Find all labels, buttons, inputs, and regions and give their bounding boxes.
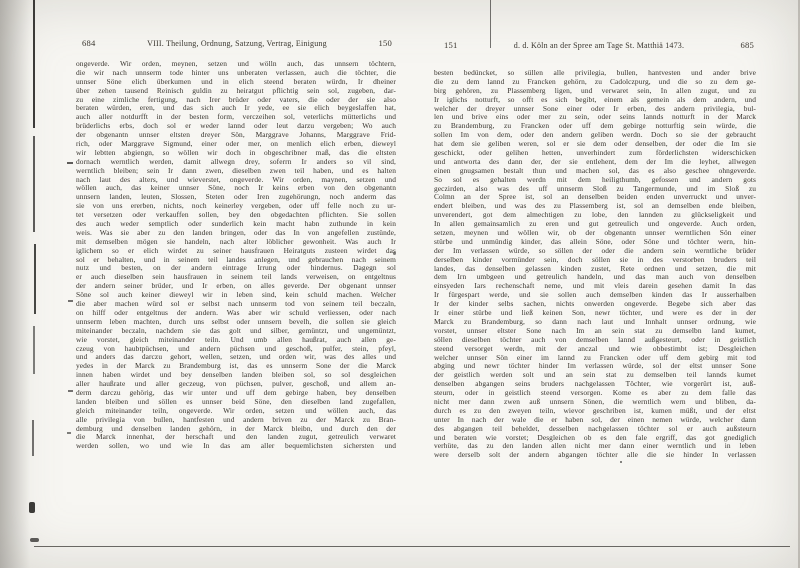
text-line: auch aller notdurfft in der besten form, verczeihen sol, veterlichs mütterlichs und	[76, 113, 396, 122]
text-line: yedes in der Marck zu Brandemburg ist, das es unnserm Sone der die Marck	[76, 362, 396, 371]
right-page-number: 685	[740, 40, 754, 50]
right-chapter-title: d. d. Köln an der Spree am Tage St. Matthiä 1473.	[513, 41, 685, 50]
text-line: der obgenantn unnser eltsten dreyer Sön, Marggrave Johanns, Marggrave Frid-	[76, 131, 396, 140]
text-line: beraten würden, eren, und das sich auch Ir yede, ee sie elich beygeslaffen hat,	[76, 104, 396, 113]
text-line: dem Irn umbgeen und getreulich handeln, und das man auch von denselben	[434, 273, 756, 282]
text-line: über zehen tausend Reinisch guldin zu heiratgut pflichtig sein sol, zugeben, dar-	[76, 86, 396, 95]
text-line: und antworta des dann der, der sie entlehent, dem der Im die leyhet, allwegen	[434, 157, 756, 166]
text-line: innen haben wirdet und bey denselben landen bleiben sol, so sol desgleichen	[76, 371, 396, 380]
text-line: landes, das denselben gelassen kinden zustet, Rete ordnen und setzen, die mit	[434, 264, 756, 273]
spine-line-segment	[32, 420, 34, 456]
right-page-header	[444, 40, 754, 50]
left-edge-shadow	[0, 0, 30, 568]
margin-mark	[67, 162, 73, 164]
left-page-number: 684	[82, 38, 96, 48]
text-line: geschickt, oder gelihen hetten, unverhindert zum förderlichsten widerschicken	[434, 149, 756, 158]
left-chapter-title: VIII. Theilung, Ordnung, Satzung, Vertrag, Einigung	[147, 39, 327, 48]
text-line: Ir fürgespart werde, und sie sollen auch demselben kinden das Ir ausserhalben	[434, 291, 756, 300]
text-line: wir lebtten abgiengn, so wöllen wir doch in obgeschribner maß, das die eltsten	[76, 148, 396, 157]
text-line: unter In nach der wale die er haben sol, der einen nemen würde, welcher dann	[434, 415, 756, 424]
text-line: were derselb solt der andern abgangen töchter alle die sie hinder In verlassen	[434, 451, 756, 460]
text-line: sollen Im von dem, oder den andern geliben werdn. Doch so sie der gebraucht	[434, 131, 756, 140]
spine-line-segment	[34, 244, 36, 314]
text-line: birg gehören, zu Plassemberg ligen, und verwaret sein, In allen zugut, und zu	[434, 86, 756, 95]
text-line: abging und newr töchter hinder Im verlassen würde, sol der eltst unnser Sone	[434, 362, 756, 371]
text-line: mit demselben mögen sie handeln, nach alter löblicher gewonheit. Was auch Ir	[76, 237, 396, 246]
text-line: tet versetzen oder verkauffen sollen, bey den obgedachten pflichten. Sie sollen	[76, 211, 396, 220]
text-line: czeug von haubtpüchsen, und andern püchsen und geschoß, pulfer, stein, pfeyl,	[76, 344, 396, 353]
text-line: der geistlich werden solt und an sein stat zu demselben teil lannds kumet	[434, 371, 756, 380]
text-line: unnserm leben machten, durch uns selbst oder unnsern bevelh, die sollen sie gleich	[76, 317, 396, 326]
text-line: wöllen auch, das keiner unnser Söne, noch Ir keins erben von den obgenantn	[76, 184, 396, 193]
text-line: alle privilegia von bullen, hantfesten und andern briven zu der Marck zu Bran-	[76, 415, 396, 424]
text-line: iglichem so er elich wirdet zu seiner hausfrauen Heiratguts zusteen wirdet das	[76, 246, 396, 255]
text-line: zu Brandemburg, zu Francken oder uff dem gebirge notturftig sein würde, die	[434, 122, 756, 131]
text-line: werntlich bleiben; sein Ir dann zwen, dieselben zwen teil haben, und es halten	[76, 166, 396, 175]
text-line: zu eine zimliche fertigung, nach Irer brüder oder vaters, die oder der sie also	[76, 95, 396, 104]
ink-blob	[29, 502, 35, 513]
text-line: sol er behalten, und in seinem teil landes anlegen, und gebrauchen nach seinem	[76, 255, 396, 264]
scan-bottom-line	[34, 546, 790, 547]
text-line: der andern seiner brüder, und Ir erben, on alles geverde. Der obgenant unnser	[76, 282, 396, 291]
text-line: werden sollen, wo und wie In das am aller bequemlichsten sichersten und	[76, 442, 396, 451]
text-line: unverendert, got dem almechtigen zu lobe, den lannden zu glückseligkeit und	[434, 211, 756, 220]
text-line: Ir iglichs notturft, so offt es sich begibt, einem als gemein als dem andern, und	[434, 95, 756, 104]
text-line: unnser Söne elich überkumen und in elich steend beraten würdn, Ir dheiner	[76, 77, 396, 86]
text-line: welcher der dreyer unnser Sone einer oder Ir erben, des andern privilegia, bul-	[434, 104, 756, 113]
text-line: sie von uns ererben, nichts, noch keinerley vergeben, oder uff felle noch zu ur-	[76, 202, 396, 211]
text-line: steend versorget werdn, mit der anczal und wie obbestimbt ist; Desgleichen	[434, 344, 756, 353]
margin-mark	[67, 432, 71, 434]
text-line: er auch dieselben sein hausfrauen in seinem teil lands verweisen, on entgeltnus	[76, 273, 396, 282]
text-line: stürbe und unmündig kinder, das allein Söne, oder Söne und töchter wern, hin-	[434, 237, 756, 246]
text-line: ongeverde. Wir orden, meynen, setzen und wölln auch, das unnsern töchtern,	[76, 60, 396, 68]
text-line: einen gnugsamen bestalt thun und machen sol, das es also geschee ohngeverde.	[434, 166, 756, 175]
right-page-body	[434, 69, 756, 460]
text-line: on hilff oder entgeltnus der andern. Was aber wir schuld verliessen, oder nach	[76, 308, 396, 317]
text-line: verhüte, das zu den landen allen nicht mer dann einer werntlich und in leben	[434, 442, 756, 451]
text-line: wie vorstet, gleich miteinander teiln. Und umb allen haußrat, auch allen ge-	[76, 335, 396, 344]
text-line: des abgangen teil beheldet, desselben nachgelassen töchter sol er auch außsteurn	[434, 424, 756, 433]
text-line: So sol es gehalten werdn mit dem heiligthumb, gefossen und andern gots	[434, 175, 756, 184]
text-line: nutz und besten, on der andern eintrage Irrung oder hindernus. Dagegn sol	[76, 264, 396, 273]
text-line: brüderlichs erbs, doch sol er weder lannd oder leut darzu vergeben; Wo auch	[76, 122, 396, 131]
text-line: nicht mer dann zwen auß unnsern Sönen, die werntlich wern und bliben, da-	[434, 397, 756, 406]
text-line: aller haußrate und aller geczeug, von püchsen, pulver, geschoß, und allem an-	[76, 380, 396, 389]
text-line: Marck zu Brandemburg, so dann nach laut und Innhalt unnser ordnung, wie	[434, 317, 756, 326]
text-line: gleich miteinander teiln, ongeverde. Wir orden, setzen und wöllen auch, das	[76, 406, 396, 415]
left-page-header	[82, 38, 392, 48]
text-line: weis. Was sie aber zu den landen bringen, oder das In von angefellen zustünde,	[76, 228, 396, 237]
text-line: geczirden, also was des uff unnserm Sloß zu Tangermunde, und im Sloß zu	[434, 184, 756, 193]
text-line: hat dem sie geliben weren, sol er sie dem oder denselben, der oder die Im sie	[434, 140, 756, 149]
text-line: die aber machen würd sol er selbst nach unnserm tod von seinem teil beczaln,	[76, 300, 396, 309]
text-line: einsyeden Iars rechenschaft neme, und mit vleis darein gesehen damit In das	[434, 282, 756, 291]
text-line: Ir der kinder selbs sachen, nichts onwerden ongeverde. Begebe sich aber das	[434, 300, 756, 309]
spine-line-segment	[33, 326, 35, 374]
text-line: die Marck innenhat, der herschaft und den landen zugut, getreulich verwaret	[76, 433, 396, 442]
text-line: In allen gemainsamlich zu eren und gut getreulich und ongeverde. Auch orden,	[434, 220, 756, 229]
text-line: welcher unnser Sön einer im lannd zu Francken oder uff dem gebirg mit tod	[434, 353, 756, 362]
text-line: demburg und denselben landen gehörn, in der Marck bleibn, und durch den der	[76, 424, 396, 433]
speck	[620, 461, 622, 463]
text-line: steurn, oder in geistlich steend versorgen. Kome es aber zu dem falle das	[434, 389, 756, 398]
spine-line-segment	[33, 0, 35, 128]
text-line: der Im verlassen würde, so söllen der oder die andern sein werntliche brüder	[434, 246, 756, 255]
text-line: besten bedüncket, so süllen alle privilegia, bullen, hantvesten und ander brive	[434, 69, 756, 77]
text-line: nach laut des alters, und wieverstet, ongeverde. Wir orden, maynen, setzen und	[76, 175, 396, 184]
text-line: und anders das darczu gehort, wellen, setzen, und orden wir, was des alles und	[76, 353, 396, 362]
text-line: unnsern landen, leuten, Slossen, Steten oder Iren zugehörungn, noch anderm das	[76, 193, 396, 202]
text-line: Ir einer stürbe und ließ keinen Son, newr töchter, und were es der in der	[434, 309, 756, 318]
text-line: die zu dem lannd zu Francken gehörn, zu Cadolczpurg, und die so zu dem ge-	[434, 77, 756, 86]
text-line: setzen, meynen und wöllen wir, ob der obgenantn unnser werntlichen Sön einer	[434, 229, 756, 238]
text-line: denselben abgangen seins bruders nachgelassen Töchter, wie vorgerürt ist, auß-	[434, 380, 756, 389]
text-line: rich, oder Marggrave Sigmund, einer oder mer, on menlich elich erben, dieweyl	[76, 140, 396, 149]
text-line: söllen dieselben töchter auch von demselben lannd außgesteurt, oder in geistlich	[434, 335, 756, 344]
text-line: durch es zu den zweyen teiln, wievor geschriben ist, kumen müßt, und der eltst	[434, 406, 756, 415]
text-line: endert bleiben, und was des zu Plassemberg ist, sol an demselben ende bleiben,	[434, 202, 756, 211]
text-line: dornach werntlich werden, damit allwegn drey, soferrn Ir anders so vil sind,	[76, 157, 396, 166]
right-document-number: 151	[444, 40, 458, 50]
spine-line-segment	[33, 136, 35, 232]
text-line: des auch weder semptlich oder sunderlich kein macht habn zuthunde in kein	[76, 220, 396, 229]
text-line: die wir nach unnserm tode hinter uns unberaten verlassen, auch die töchter, die	[76, 68, 396, 77]
text-line: derselben kinder vormünder sein, doch söllen sie in des verstorben bruders teil	[434, 255, 756, 264]
left-document-number: 150	[378, 38, 392, 48]
text-line: Söne sol auch keiner dieweyl wir in leben sind, kein schuld machen. Welcher	[76, 291, 396, 300]
text-line: landen bleiben und söllen es unnser beid Söne, den dieselben land zugefallen,	[76, 397, 396, 406]
text-line: len und brive eins oder mer zu sein, oder seins lannds notturft in der Marck	[434, 113, 756, 122]
text-line: derm darczu gehörig, das wir unter und uff dem gebirge haben, bey denselben	[76, 388, 396, 397]
ink-blob	[30, 538, 39, 542]
text-line: vorstet, unnser eltster Sone nach Im an sein stat zu demselbn land kumet,	[434, 326, 756, 335]
text-line: miteinander beczaln, nachdem sie das golt und silber, gemüntzt, und ungemüntzt,	[76, 326, 396, 335]
text-line: Colmn an der Spree ist, sol an denselben beiden enden unverruckt und unver-	[434, 193, 756, 202]
margin-mark	[68, 390, 73, 392]
margin-mark	[68, 300, 73, 302]
text-line: und beraten wie vorstet; Desgleichen ob es den fale ergriff, das got gnediglich	[434, 433, 756, 442]
left-page-body	[76, 60, 396, 451]
